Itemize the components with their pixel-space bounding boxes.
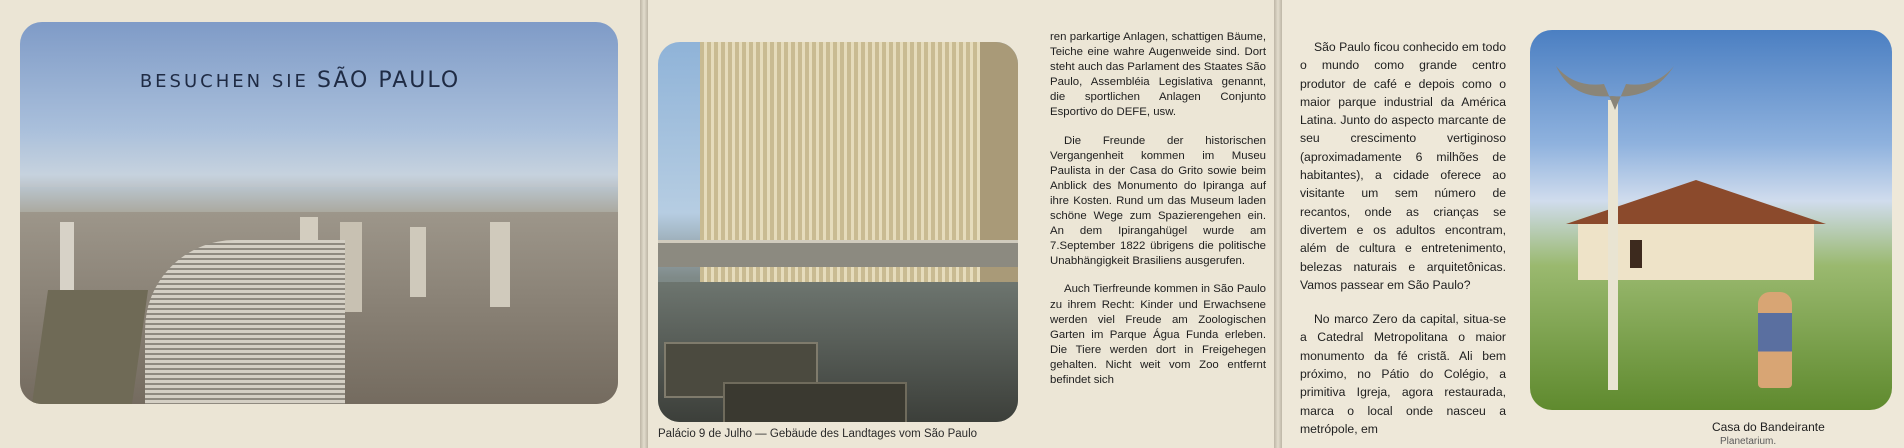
photo-caption: Palácio 9 de Julho — Gebäude des Landtages vom São Paulo [658, 428, 978, 440]
palacio-photo [658, 42, 1018, 422]
cover-title-city: SÃO PAULO [317, 68, 461, 93]
paragraph: Auch Tierfreunde kommen in São Paulo zu ihrem Recht: Kinder und Erwachsene werden viel Freude am Zoologischen Garten im Parque Água Funda erleben. Die Tiere werden dort in Freigehegen gehalten. Nicht weit vom Zoo entfernt befindet sich [1050, 283, 1266, 386]
page-fold [640, 0, 648, 448]
copan-building [145, 240, 345, 404]
city-skyline-photo [20, 22, 618, 404]
child-figure [1758, 292, 1792, 388]
skull-pole [1608, 100, 1618, 390]
brochure-page-german [648, 0, 1278, 448]
tower [410, 227, 426, 297]
page-fold [1274, 0, 1282, 448]
ox-skull-icon [1552, 60, 1678, 112]
tower [60, 222, 74, 292]
cover-title [20, 68, 580, 93]
walkway [658, 240, 1018, 267]
paragraph: Die Freunde der historischen Vergangenheit kommen im Museu Paulista in der Casa do Grito sowie beim Anblick des Monumento do Ipiranga auf ihre Kosten. Rund um das Museum laden schöne Wege zum Spazierengehen ein. An dem Ipirangahügel wurde am 7.September 1822 übrigens die politische Unabhängigkeit Brasiliens ausgerufen. [1050, 134, 1266, 268]
colonial-house [1566, 180, 1826, 280]
tower [490, 222, 510, 307]
house-door [1630, 240, 1642, 268]
brochure-page-portuguese [1282, 0, 1904, 448]
article-column [1300, 38, 1506, 448]
brochure-page-cover [0, 0, 640, 448]
photo-caption: Casa do Bandeirante [1712, 420, 1825, 434]
cutoff-text: Planetarium. [1720, 436, 1777, 447]
cover-title-prefix: BESUCHEN SIE [139, 71, 309, 92]
casa-bandeirante-photo [1530, 30, 1892, 410]
planter [723, 382, 907, 422]
paragraph: ren parkartige Anlagen, schattigen Bäume, Teiche eine wahre Augenweide sind. Dort steht auch das Parlament des Staates São Paulo, Assembléia Legislativa genannt, die sportlichen Anlagen Conjunto Esportivo do DEFE, usw. [1050, 31, 1266, 119]
rooftop-garden [32, 290, 148, 404]
house-roof [1566, 180, 1826, 224]
paragraph: No marco Zero da capital, situa-se a Catedral Metropolitana o maior monumento da fé cristã. Ali bem próximo, no Pátio do Colégio, a primitiva Igreja, agora restaurada, marca o local onde nasceu a metrópole, em [1300, 312, 1506, 436]
paragraph: São Paulo ficou conhecido em todo o mundo como grande centro produtor de café e depois como o maior parque industrial da América Latina. Junto do aspecto marcante de seu crescimento vertiginoso (aproximadamente 6 milhões de habitantes), a cidade oferece ao visitante um sem número de recantos, onde as crianças se divertem e os adultos encontram, além de cultura e entretenimento, belezas naturais e arquitetônicas. Vamos passear em São Paulo? [1300, 40, 1506, 292]
article-column [1050, 30, 1266, 401]
